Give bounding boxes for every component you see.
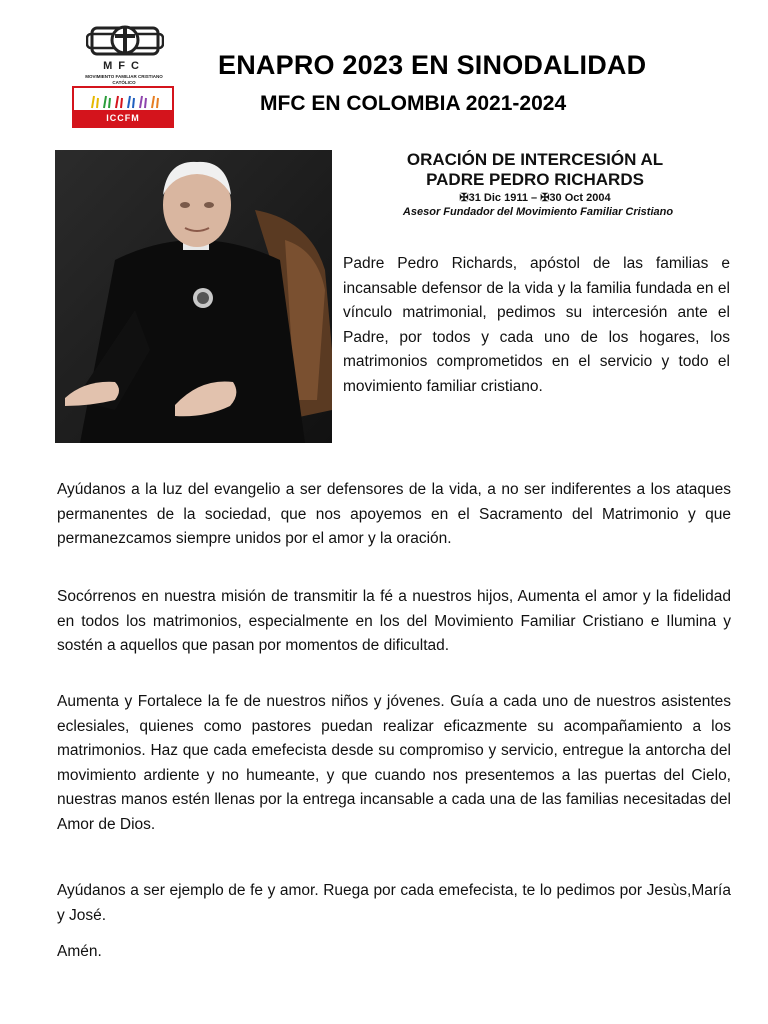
prayer-paragraph-2: Ayúdanos a la luz del evangelio a ser defensores de la vida, a no ser indiferentes a los ataques permanentes de la sociedad, que nos apoyemos en el Sacramento del Matrimonio y que permanezcamos siempre unidos por el amor y la oración. bbox=[57, 481, 731, 547]
prayer-paragraph-4: Aumenta y Fortalece la fe de nuestros niños y jóvenes. Guía a cada uno de nuestros asistentes eclesiales, quienes como pastores puedan realizar eficazmente su acompañamiento a los matrimonios. Haz que cada emefecista desde su compromiso y servicio, entregue la antorcha del movimiento ardiente y no humeante, y que cuando nos presentemos a las puertas del Cielo, nuestras manos estén llenas por la entrega incansable a cada una de las familias necesitadas del Amor de Dios. bbox=[57, 693, 731, 833]
logo-subtitle: MOVIMIENTO FAMILIAR CRISTIANO bbox=[85, 74, 163, 79]
prayer-title-line-1: ORACIÓN DE INTERCESIÓN AL bbox=[406, 150, 664, 169]
portrait-photo bbox=[55, 150, 332, 443]
life-dates: ✠31 Dic 1911 – ✠30 Oct 2004 bbox=[459, 192, 611, 204]
mfc-logo bbox=[72, 22, 176, 130]
iccfm-band: ICCFM bbox=[74, 110, 172, 126]
mfc-emblem-icon bbox=[86, 22, 164, 58]
asesor-caption: Asesor Fundador del Movimiento Familiar Cristiano bbox=[402, 206, 674, 218]
page-subtitle: MFC EN COLOMBIA 2021-2024 bbox=[260, 92, 567, 115]
prayer-paragraph-5: Ayúdanos a ser ejemplo de fe y amor. Ruega por cada emefecista, te lo pedimos por Jesùs,María y José. bbox=[57, 882, 731, 924]
prayer-paragraph-1: Padre Pedro Richards, apóstol de las familias e incansable defensor de la vida y la familia fundada en el vínculo matrimonial, pedimos su intercesión ante el Padre, por todos y cada uno de los hogares, los matrimonios comprometidos en el servicio y todo el movimiento familiar cristiano. bbox=[343, 255, 730, 395]
prayer-title-line-2: PADRE PEDRO RICHARDS bbox=[426, 170, 644, 189]
prayer-amen: Amén. bbox=[57, 943, 102, 960]
families-icon bbox=[88, 92, 160, 110]
prayer-paragraph-3: Socórrenos en nuestra misión de transmitir la fé a nuestros hijos, Aumenta el amor y la fidelidad en todos los matrimonios, especialmente en los del Movimiento Familiar Cristiano e Ilumina y sostén a aquellos que pasan por momentos de dificultad. bbox=[57, 588, 731, 654]
logo-subtitle-2: CATÓLICO bbox=[112, 80, 136, 85]
page-title: ENAPRO 2023 EN SINODALIDAD bbox=[218, 50, 647, 80]
logo-mfc-text: MFC bbox=[103, 60, 145, 72]
prayer-title bbox=[340, 150, 730, 190]
iccfm-logo bbox=[72, 86, 174, 128]
